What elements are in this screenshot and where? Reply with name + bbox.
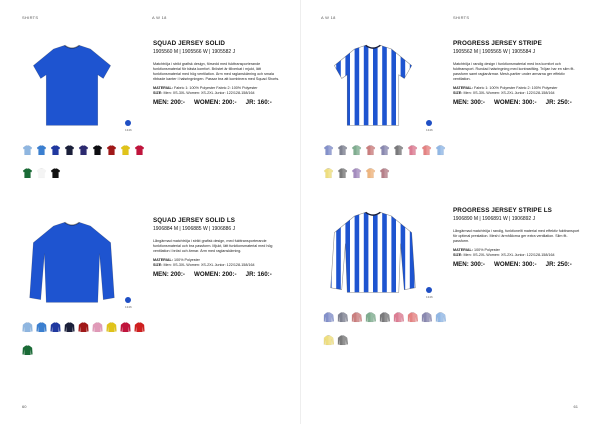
material-label: MATERIAL: xyxy=(453,86,474,90)
variant-thumbnail[interactable] xyxy=(337,332,348,352)
variant-thumbnail[interactable] xyxy=(421,309,432,329)
size-line xyxy=(153,263,283,268)
product-description: Långärmad matchtröja i strikt grafisk design, med fukttransporterande funktionsmaterial och bra passform. Mjukt, lätt funktionsmaterial med hög ventilation i bröst och ärmar. Ärm med raglanskärning. xyxy=(153,239,273,253)
price-row xyxy=(453,99,583,106)
size-value: Men: XS-3XL Women: XS-2XL Junior: 122/128-158/164 xyxy=(163,263,255,267)
material-value: 100% Polyester xyxy=(174,258,200,262)
selected-color-swatch[interactable] xyxy=(426,287,432,293)
product-codes: 1905562 M | 1905565 W | 1905584 J xyxy=(453,49,536,55)
variant-thumbnail[interactable] xyxy=(435,142,446,162)
product-specs xyxy=(453,248,583,258)
size-value: Men: XS-3XL Women: XS-2XL Junior: 122/128-158/164 xyxy=(163,91,255,95)
price: MEN: 300:- xyxy=(453,99,485,106)
price: MEN: 300:- xyxy=(453,261,485,268)
variant-thumbnail[interactable] xyxy=(78,142,89,162)
price: MEN: 200:- xyxy=(153,99,185,106)
variant-row xyxy=(323,309,453,329)
variant-thumbnail[interactable] xyxy=(50,319,61,339)
selected-color-swatch[interactable] xyxy=(426,120,432,126)
variant-thumbnail[interactable] xyxy=(92,319,103,339)
page-right xyxy=(300,0,600,424)
size-label: SIZE: xyxy=(153,263,163,267)
variant-thumbnail[interactable] xyxy=(50,142,61,162)
product-card xyxy=(301,38,600,228)
price: JR: 160:- xyxy=(245,99,272,106)
variant-thumbnail[interactable] xyxy=(106,142,117,162)
variant-row xyxy=(323,142,453,162)
product-info xyxy=(453,40,583,106)
product-description: Långärmad matchtröja i randig, funktionellt material med effektiv fukttransport för optimal prestation. Mesh i ärmhålorna ger extra ventilation. Slim fit-passform. xyxy=(453,229,580,243)
variant-thumbnail[interactable] xyxy=(435,309,446,329)
section-label: SHIRTS xyxy=(22,15,39,20)
color-variants xyxy=(323,142,453,188)
selected-color-swatch[interactable] xyxy=(125,120,131,126)
selected-color-code: 1346 xyxy=(426,128,433,132)
price: JR: 250:- xyxy=(545,261,572,268)
selected-color-code: 1346 xyxy=(125,128,132,132)
variant-thumbnail[interactable] xyxy=(365,142,376,162)
product-codes: 1905560 M | 1905566 W | 1905582 J xyxy=(153,49,236,55)
product-card xyxy=(301,205,600,395)
variant-thumbnail[interactable] xyxy=(22,342,33,362)
variant-thumbnail[interactable] xyxy=(323,332,334,352)
product-codes: 1906884 M | 1906885 W | 1906886 J xyxy=(153,226,236,232)
product-hero-image xyxy=(323,38,423,130)
variant-thumbnail[interactable] xyxy=(323,309,334,329)
material-label: MATERIAL: xyxy=(453,248,474,252)
material-label: MATERIAL: xyxy=(153,258,174,262)
product-title: PROGRESS JERSEY STRIPE xyxy=(453,40,542,47)
variant-thumbnail[interactable] xyxy=(323,142,334,162)
size-value: Men: XS-3XL Women: XS-2XL Junior: 122/128-158/164 xyxy=(463,91,555,95)
color-variants xyxy=(323,309,453,355)
material-value: Fabric 1: 100% Polyester Fabric 2: 100% Polyester xyxy=(174,86,258,90)
section-label: SHIRTS xyxy=(453,15,470,20)
variant-thumbnail[interactable] xyxy=(64,319,75,339)
product-hero-image xyxy=(22,38,122,130)
variant-thumbnail[interactable] xyxy=(22,319,33,339)
size-line xyxy=(453,91,583,96)
size-line xyxy=(453,253,583,258)
size-label: SIZE: xyxy=(453,91,463,95)
variant-thumbnail[interactable] xyxy=(323,165,334,185)
product-codes: 1906890 M | 1906891 W | 1906892 J xyxy=(453,216,536,222)
size-line xyxy=(153,91,283,96)
product-title: SQUAD JERSEY SOLID xyxy=(153,40,226,47)
variant-row xyxy=(323,332,453,352)
selected-color-swatch[interactable] xyxy=(125,297,131,303)
variant-thumbnail[interactable] xyxy=(393,309,404,329)
variant-thumbnail[interactable] xyxy=(22,142,33,162)
variant-thumbnail[interactable] xyxy=(50,165,61,185)
material-value: 100% Polyester xyxy=(474,248,500,252)
product-specs xyxy=(153,86,283,96)
price: MEN: 200:- xyxy=(153,271,185,278)
product-title: SQUAD JERSEY SOLID LS xyxy=(153,217,236,224)
color-variants xyxy=(22,319,152,365)
variant-thumbnail[interactable] xyxy=(365,309,376,329)
variant-row xyxy=(22,319,152,339)
selected-color-code: 1346 xyxy=(426,295,433,299)
price-row xyxy=(453,261,583,268)
price: JR: 250:- xyxy=(545,99,572,106)
size-label: SIZE: xyxy=(453,253,463,257)
variant-thumbnail[interactable] xyxy=(351,165,362,185)
price: WOMEN: 200:- xyxy=(193,271,237,278)
variant-thumbnail[interactable] xyxy=(22,165,33,185)
variant-thumbnail[interactable] xyxy=(78,319,89,339)
variant-thumbnail[interactable] xyxy=(36,142,47,162)
variant-thumbnail[interactable] xyxy=(351,142,362,162)
material-value: Fabric 1: 100% Polyester Fabric 2: 100% Polyester xyxy=(474,86,558,90)
variant-thumbnail[interactable] xyxy=(36,319,47,339)
size-label: SIZE: xyxy=(153,91,163,95)
product-description: Matchtröja i randig design i funktionsmaterial med bra komfort och fukttransport. Rundad halsringning med kontrastfärg. Tröjan har en slim fit-passform samt raglanärmar. Mesh-partier under armarna ger effektiv ventilation. xyxy=(453,62,575,81)
season-label: A W 18 xyxy=(321,15,336,20)
page-number: 60 xyxy=(22,404,27,409)
variant-thumbnail[interactable] xyxy=(106,319,117,339)
material-label: MATERIAL: xyxy=(153,86,174,90)
product-card xyxy=(0,215,300,405)
product-description: Matchtröja i strikt grafisk design, försedd med fukttransporterande funktionsmaterial för bästa komfort. Bröstet är tillverkat i mjukt, lätt funktionsmaterial med hög ventilation. Ärm med raglanskärning och smala ribbade kanter i halsringningen. Passar bra att kombinera med Squad Shorts. xyxy=(153,62,280,81)
variant-thumbnail[interactable] xyxy=(379,165,390,185)
price-row xyxy=(153,271,283,278)
product-info xyxy=(153,217,283,278)
variant-thumbnail[interactable] xyxy=(337,165,348,185)
variant-row xyxy=(22,342,152,362)
variant-row xyxy=(323,165,453,185)
variant-thumbnail[interactable] xyxy=(337,142,348,162)
variant-thumbnail[interactable] xyxy=(36,165,47,185)
price: WOMEN: 300:- xyxy=(493,99,537,106)
price: WOMEN: 300:- xyxy=(493,261,537,268)
page-number: 61 xyxy=(573,404,578,409)
variant-thumbnail[interactable] xyxy=(351,309,362,329)
variant-thumbnail[interactable] xyxy=(421,142,432,162)
variant-thumbnail[interactable] xyxy=(407,309,418,329)
variant-thumbnail[interactable] xyxy=(134,319,145,339)
selected-color-code: 1346 xyxy=(125,305,132,309)
variant-thumbnail[interactable] xyxy=(120,142,131,162)
variant-row xyxy=(22,165,152,185)
price: JR: 160:- xyxy=(245,271,272,278)
product-title: PROGRESS JERSEY STRIPE LS xyxy=(453,207,552,214)
product-info xyxy=(153,40,283,106)
variant-thumbnail[interactable] xyxy=(134,142,145,162)
color-variants xyxy=(22,142,152,188)
season-label: A W 18 xyxy=(152,15,167,20)
product-hero-image xyxy=(22,215,122,307)
variant-thumbnail[interactable] xyxy=(64,142,75,162)
variant-thumbnail[interactable] xyxy=(92,142,103,162)
variant-thumbnail[interactable] xyxy=(407,142,418,162)
variant-thumbnail[interactable] xyxy=(379,142,390,162)
price-row xyxy=(153,99,283,106)
product-specs xyxy=(153,258,283,268)
price: WOMEN: 200:- xyxy=(193,99,237,106)
variant-thumbnail[interactable] xyxy=(393,142,404,162)
variant-thumbnail[interactable] xyxy=(337,309,348,329)
product-info xyxy=(453,207,583,268)
size-value: Men: XS-2XL Women: XS-2XL Junior: 122/128-158/164 xyxy=(463,253,555,257)
variant-thumbnail[interactable] xyxy=(379,309,390,329)
variant-row xyxy=(22,142,152,162)
variant-thumbnail[interactable] xyxy=(120,319,131,339)
product-specs xyxy=(453,86,583,96)
variant-thumbnail[interactable] xyxy=(365,165,376,185)
product-card xyxy=(0,38,300,228)
product-hero-image xyxy=(323,205,423,297)
